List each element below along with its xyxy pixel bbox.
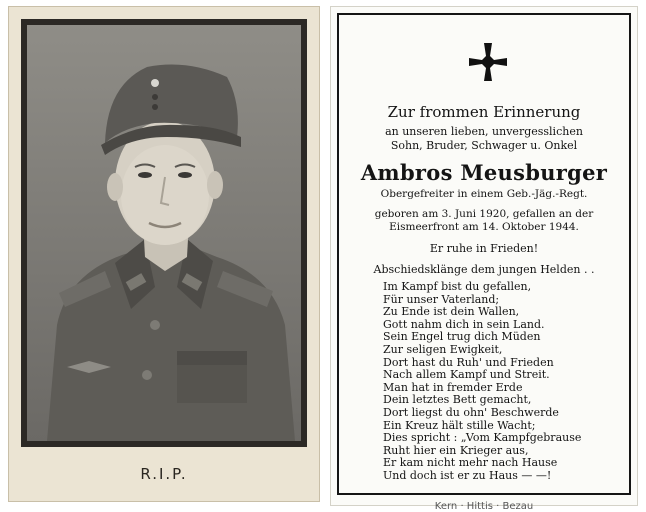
photo-card [8,6,320,502]
rip-caption: R.I.P. [140,465,188,483]
dedication-line-2: Sohn, Bruder, Schwager u. Onkel [390,139,578,152]
birth-death-line-1: geboren am 3. Juni 1920, gefallen an der [374,208,594,220]
poem-line: Dort hast du Ruh' und Frieden [383,355,554,369]
poem-line: Man hat in fremder Erde [383,380,523,394]
poem-line: Dein letztes Bett gemacht, [383,393,532,407]
memorial-card [330,6,638,512]
dedication-line-1: an unseren lieben, unvergesslichen [385,125,583,138]
soldier-portrait-photo [27,25,301,441]
iron-cross-icon [467,41,509,83]
military-rank: Obergefreiter in einem Geb.-Jäg.-Regt. [380,188,588,200]
memorial-poem [383,281,581,483]
poem-line: Zu Ende ist dein Wallen, [383,305,520,319]
poem-line: Dies spricht : „Vom Kampfgebrause [383,431,582,445]
poem-line: Und doch ist er zu Haus — —! [383,468,552,482]
printer-imprint: Kern · Hittis · Bezau [434,501,534,512]
photo-frame [21,19,307,447]
poem-line: Ruht hier ein Krieger aus, [383,443,529,457]
poem-line: Sein Engel trug dich Müden [383,330,541,344]
farewell-heading: Abschiedsklänge dem jungen Helden . . [373,263,595,276]
memorial-border [337,13,631,495]
deceased-name: Ambros Meusburger [360,160,608,185]
poem-line: Im Kampf bist du gefallen, [383,280,532,293]
poem-line: Dort liegst du ohn' Beschwerde [383,405,559,419]
poem-line: Ein Kreuz hält stille Wacht; [383,418,536,432]
poem-line: Für unser Vaterland; [383,292,500,306]
poem-line: Gott nahm dich in sein Land. [383,317,545,331]
memorial-title: Zur frommen Erinnerung [387,103,581,121]
poem-line: Nach allem Kampf und Streit. [383,368,550,382]
portrait-illustration [27,25,301,441]
poem-line: Er kam nicht mehr nach Hause [383,456,558,470]
rest-in-peace-line: Er ruhe in Frieden! [429,242,539,255]
poem-line: Zur seligen Ewigkeit, [383,342,503,356]
birth-death-line-2: Eismeerfront am 14. Oktober 1944. [389,221,579,233]
